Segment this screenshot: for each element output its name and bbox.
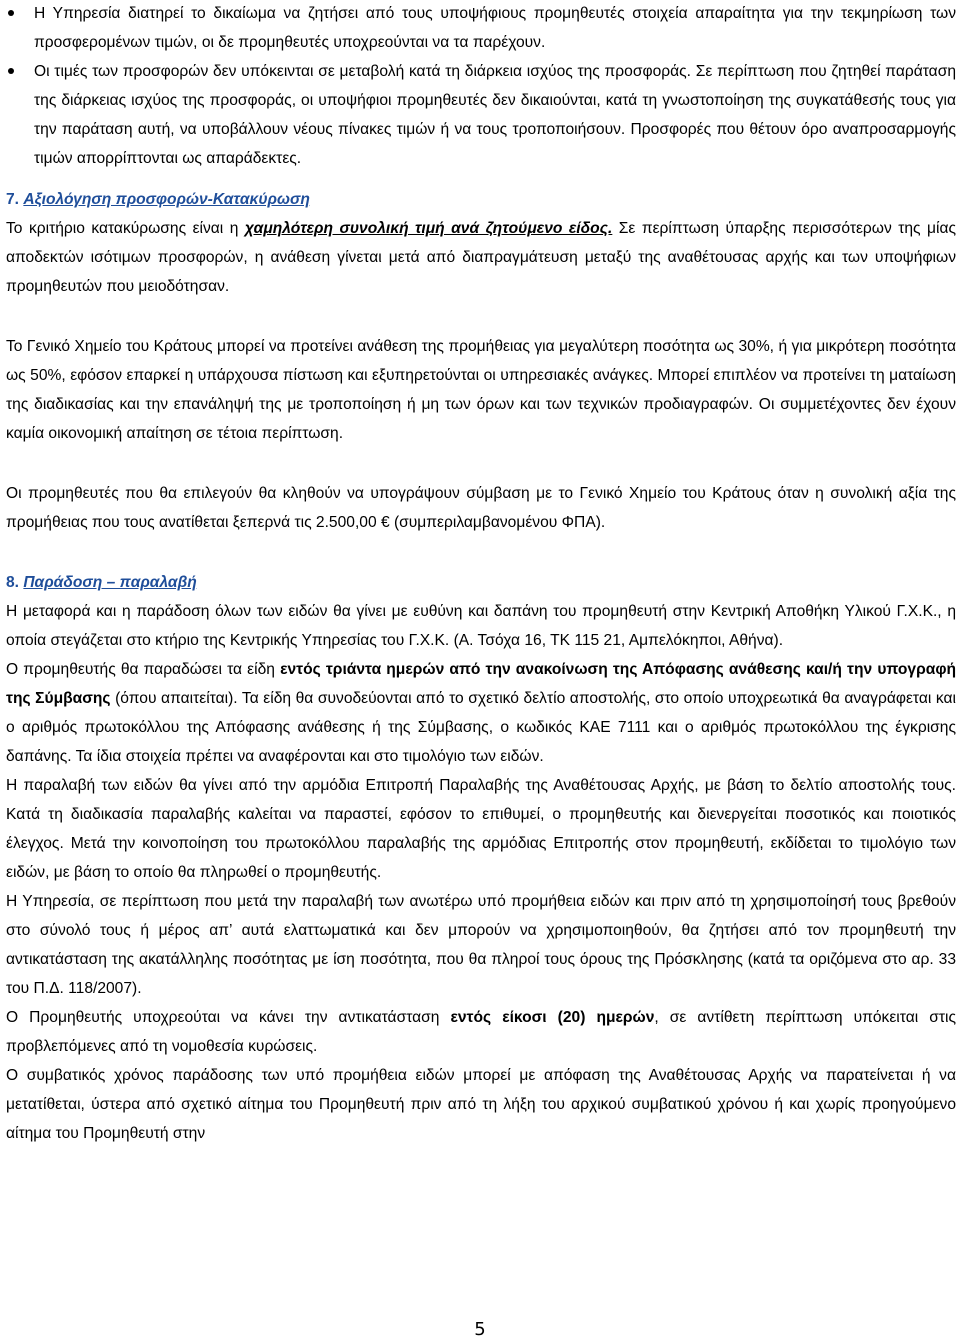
section-8-paragraph-5 — [6, 1003, 956, 1061]
bullet-icon — [8, 10, 14, 16]
section-8-paragraph-4: Η Υπηρεσία, σε περίπτωση που μετά την παραλαβή των ανωτέρω υπό προμήθεια ειδών και πριν από τη χρησιμοποίησή τους βρεθούν στο σύνολό τους ή μέρος απ’ αυτά ελαττωματικά και δεν μπορούν να χρησιμοποιηθούν, θα ζητήσει από τον προμηθευτή την αντικατάσταση της ακατάλληλης ποσότητας με ίση ποσότητα, που θα πληροί τους όρους της Πρόσκλησης (κατά τα οριζόμενα στο αρ. 33 του Π.Δ. 118/2007). — [6, 893, 956, 997]
section-8-paragraph-1: Η μεταφορά και η παράδοση όλων των ειδών θα γίνει με ευθύνη και δαπάνη του προμηθευτή στην Κεντρική Αποθήκη Υλικού Γ.Χ.Κ., η οποία στεγάζεται στο κτήριο της Κεντρικής Υπηρεσίας του Γ.Χ.Κ. (Α. Τσόχα 16, ΤΚ 115 21, Αμπελόκηποι, Αθήνα). — [6, 603, 956, 649]
section-7-heading — [6, 185, 956, 214]
section-8-paragraph-2 — [6, 655, 956, 771]
replacement-deadline: εντός είκοσι (20) ημερών — [450, 1009, 655, 1026]
bullet-text: Η Υπηρεσία διατηρεί το δικαίωμα να ζητήσει από τους υποψήφιους προμηθευτές στοιχεία απαραίτητα για την τεκμηρίωση των προσφερομένων τιμών, οι δε προμηθευτές υποχρεούνται να τα παρέχουν. — [34, 5, 956, 51]
text-span: Σε περίπτωση ύπαρξης περισσότερων της μίας αποδεκτών ισότιμων προσφορών, η ανάθεση γίνεται μετά από διαπραγμάτευση μεταξύ της αναθέτουσας αρχής και των υποψήφιων προμηθευτών που μειοδότησαν. — [6, 220, 957, 295]
section-8-number: 8. — [6, 574, 20, 591]
award-criterion: χαμηλότερη συνολική τιμή ανά ζητούμενο είδος. — [244, 220, 613, 237]
text-span: , σε αντίθετη περίπτωση υπόκειται στις προβλεπόμενες από τη νομοθεσία κυρώσεις. — [6, 1009, 956, 1055]
section-7-paragraph-2: Το Γενικό Χημείο του Κράτους μπορεί να προτείνει ανάθεση της προμήθειας για μεγαλύτερη ποσότητα ως 30%, ή για μικρότερη ποσότητα ως 50%, εφόσον επαρκεί η υπάρχουσα πίστωση και εξυπηρετούνται οι υπηρεσιακές ανάγκες. Μπορεί επιπλέον να προτείνει τη ματαίωση της διαδικασίας και την επανάληψή της με τροποποίηση ή μη των όρων και των τεχνικών προδιαγραφών. Οι συμμετέχοντες δεν έχουν καμία οικονομική απαίτηση σε τέτοια περίπτωση. — [6, 338, 956, 442]
section-8-paragraph-3: Η παραλαβή των ειδών θα γίνει από την αρμόδια Επιτροπή Παραλαβής της Αναθέτουσας Αρχής, με βάση το δελτίο αποστολής τους. Κατά τη διαδικασία παραλαβής καλείται να παραστεί, εφόσον το επιθυμεί, ο προμηθευτής και διενεργείται ποσοτικός και ποιοτικός έλεγχος. Μετά την κοινοποίηση του πρωτοκόλλου παραλαβής της αρμόδιας Επιτροπής στον προμηθευτή, εκδίδεται το τιμολόγιο των ειδών, με βάση το οποίο θα πληρωθεί ο προμηθευτής. — [6, 777, 956, 881]
bullet-icon — [8, 68, 14, 74]
page-number: 5 — [474, 1319, 486, 1340]
section-7-number: 7. — [6, 191, 20, 208]
text-span: Ο προμηθευτής θα παραδώσει τα είδη — [6, 661, 281, 678]
section-7-title: Αξιολόγηση προσφορών-Κατακύρωση — [23, 191, 310, 208]
section-7-paragraph-3: Οι προμηθευτές που θα επιλεγούν θα κληθούν να υπογράψουν σύμβαση με το Γενικό Χημείο του Κράτους όταν η συνολική αξία της προμήθειας που τους ανατίθεται ξεπερνά τις 2.500,00 € (συμπεριλαμβανομένου ΦΠΑ). — [6, 485, 956, 531]
text-span: Το κριτήριο κατακύρωσης είναι η — [6, 220, 245, 237]
bullet-continuation-text: Σε περίπτωση που ζητηθεί παράταση της διάρκειας ισχύος της προσφοράς, οι υποψήφιοι προμηθευτές δεν δικαιούνται, κατά τη γνωστοποίηση της συγκατάθεσής τους για την παράταση αυτή, να υποβάλλουν νέους πίνακες τιμών ή να τους τροποποιήσουν. Προσφορές που θέτουν όρο αναπροσαρμογής τιμών απορρίπτονται ως απαράδεκτες. — [34, 63, 956, 167]
bullet-list — [6, 0, 956, 173]
section-7-paragraph-1 — [6, 214, 956, 301]
bullet-item — [6, 57, 956, 173]
text-span: (όπου απαιτείται). Τα είδη θα συνοδεύονται από το σχετικό δελτίο αποστολής, στο οποίο υποχρεωτικά θα αναγράφεται και ο αριθμός πρωτοκόλλου της Απόφασης ανάθεσης ή της Σύμβασης, ο κωδικός ΚΑΕ 7111 και ο αριθμός πρωτοκόλλου της έγκρισης δαπάνης. Τα ίδια στοιχεία πρέπει να αναφέρονται και στο τιμολόγιο των ειδών. — [6, 690, 956, 765]
document-body — [6, 0, 956, 1148]
bullet-text: Οι τιμές των προσφορών δεν υπόκεινται σε μεταβολή κατά τη διάρκεια ισχύος της προσφοράς. — [34, 63, 691, 80]
section-8-heading — [6, 568, 956, 597]
section-8-title: Παράδοση – παραλαβή — [23, 574, 197, 591]
text-span: Ο Προμηθευτής υποχρεούται να κάνει την αντικατάσταση — [6, 1009, 451, 1026]
delivery-deadline: εντός τριάντα ημερών από την ανακοίνωση της Απόφασης ανάθεσης και/ή την υπογραφή της Σύμβασης — [6, 661, 957, 707]
bullet-item — [6, 0, 956, 57]
section-8-paragraph-6: Ο συμβατικός χρόνος παράδοσης των υπό προμήθεια ειδών μπορεί με απόφαση της Αναθέτουσας Αρχής να παρατείνεται ή να μετατίθεται, ύστερα από σχετικό αίτημα του Προμηθευτή πριν από τη λήξη του αρχικού συμβατικού χρόνου ή και χωρίς προηγούμενο αίτημα του Προμηθευτή στην — [6, 1067, 956, 1142]
